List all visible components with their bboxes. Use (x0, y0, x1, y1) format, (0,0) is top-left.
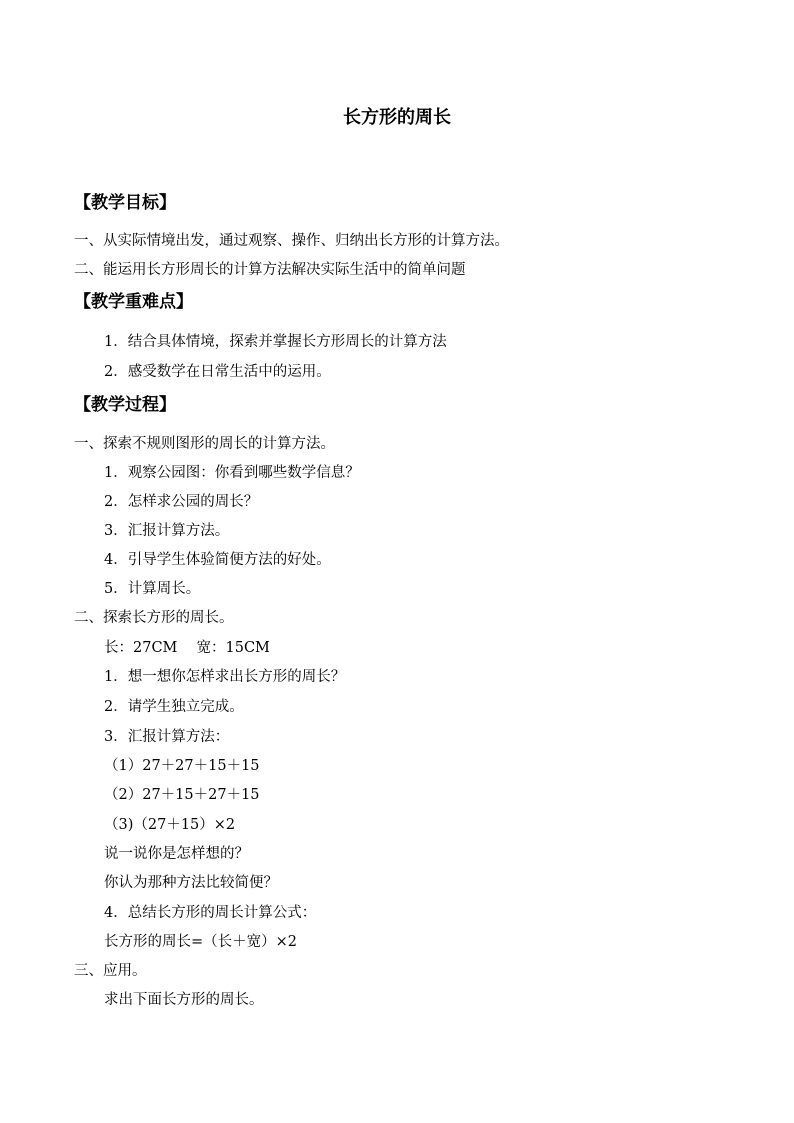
goal-item-2: 二、能运用长方形周长的计算方法解决实际生活中的简单问题 (74, 262, 466, 278)
method-1: （1）27＋27＋15＋15 (104, 758, 260, 774)
section-heading-goals: 【教学目标】 (74, 193, 176, 213)
keypoint-item-1: 1．结合具体情境，探索并掌握长方形周长的计算方法 (104, 334, 447, 350)
process-part1-item-1: 1．观察公园图：你看到哪些数学信息？ (104, 465, 360, 481)
process-part2-title: 二、探索长方形的周长。 (74, 610, 234, 626)
process-part2-item-1: 1．想一想你怎样求出长方形的周长？ (104, 669, 346, 685)
method-2: （2）27＋15＋27＋15 (104, 787, 260, 803)
application-task: 求出下面长方形的周长。 (104, 992, 264, 1008)
process-part1-item-4: 4．引导学生体验简便方法的好处。 (104, 552, 331, 568)
process-part2-item-3: 3．汇报计算方法： (104, 729, 230, 745)
question-2: 你认为那种方法比较简便？ (104, 875, 278, 891)
section-heading-keypoints: 【教学重难点】 (74, 292, 193, 312)
section-heading-process: 【教学过程】 (74, 395, 176, 415)
keypoint-item-2: 2．感受数学在日常生活中的运用。 (104, 364, 331, 380)
page-title: 长方形的周长 (343, 107, 451, 128)
question-1: 说一说你是怎样想的？ (104, 846, 249, 862)
goal-item-1: 一、从实际情境出发，通过观察、操作、归纳出长方形的计算方法。 (74, 233, 509, 249)
process-part1-title: 一、探索不规则图形的周长的计算方法。 (74, 436, 335, 452)
rectangle-dimensions: 长：27CM 宽：15CM (104, 640, 270, 656)
perimeter-formula: 长方形的周长=（长＋宽）×2 (104, 934, 298, 950)
process-part2-item-2: 2．请学生独立完成。 (104, 699, 244, 715)
summary-item: 4．总结长方形的周长计算公式： (104, 905, 317, 921)
process-part1-item-5: 5．计算周长。 (104, 581, 201, 597)
method-3: （3)（27＋15）×2 (104, 817, 236, 833)
process-part3-title: 三、应用。 (74, 963, 147, 979)
process-part1-item-2: 2．怎样求公园的周长？ (104, 494, 259, 510)
process-part1-item-3: 3．汇报计算方法。 (104, 523, 230, 539)
